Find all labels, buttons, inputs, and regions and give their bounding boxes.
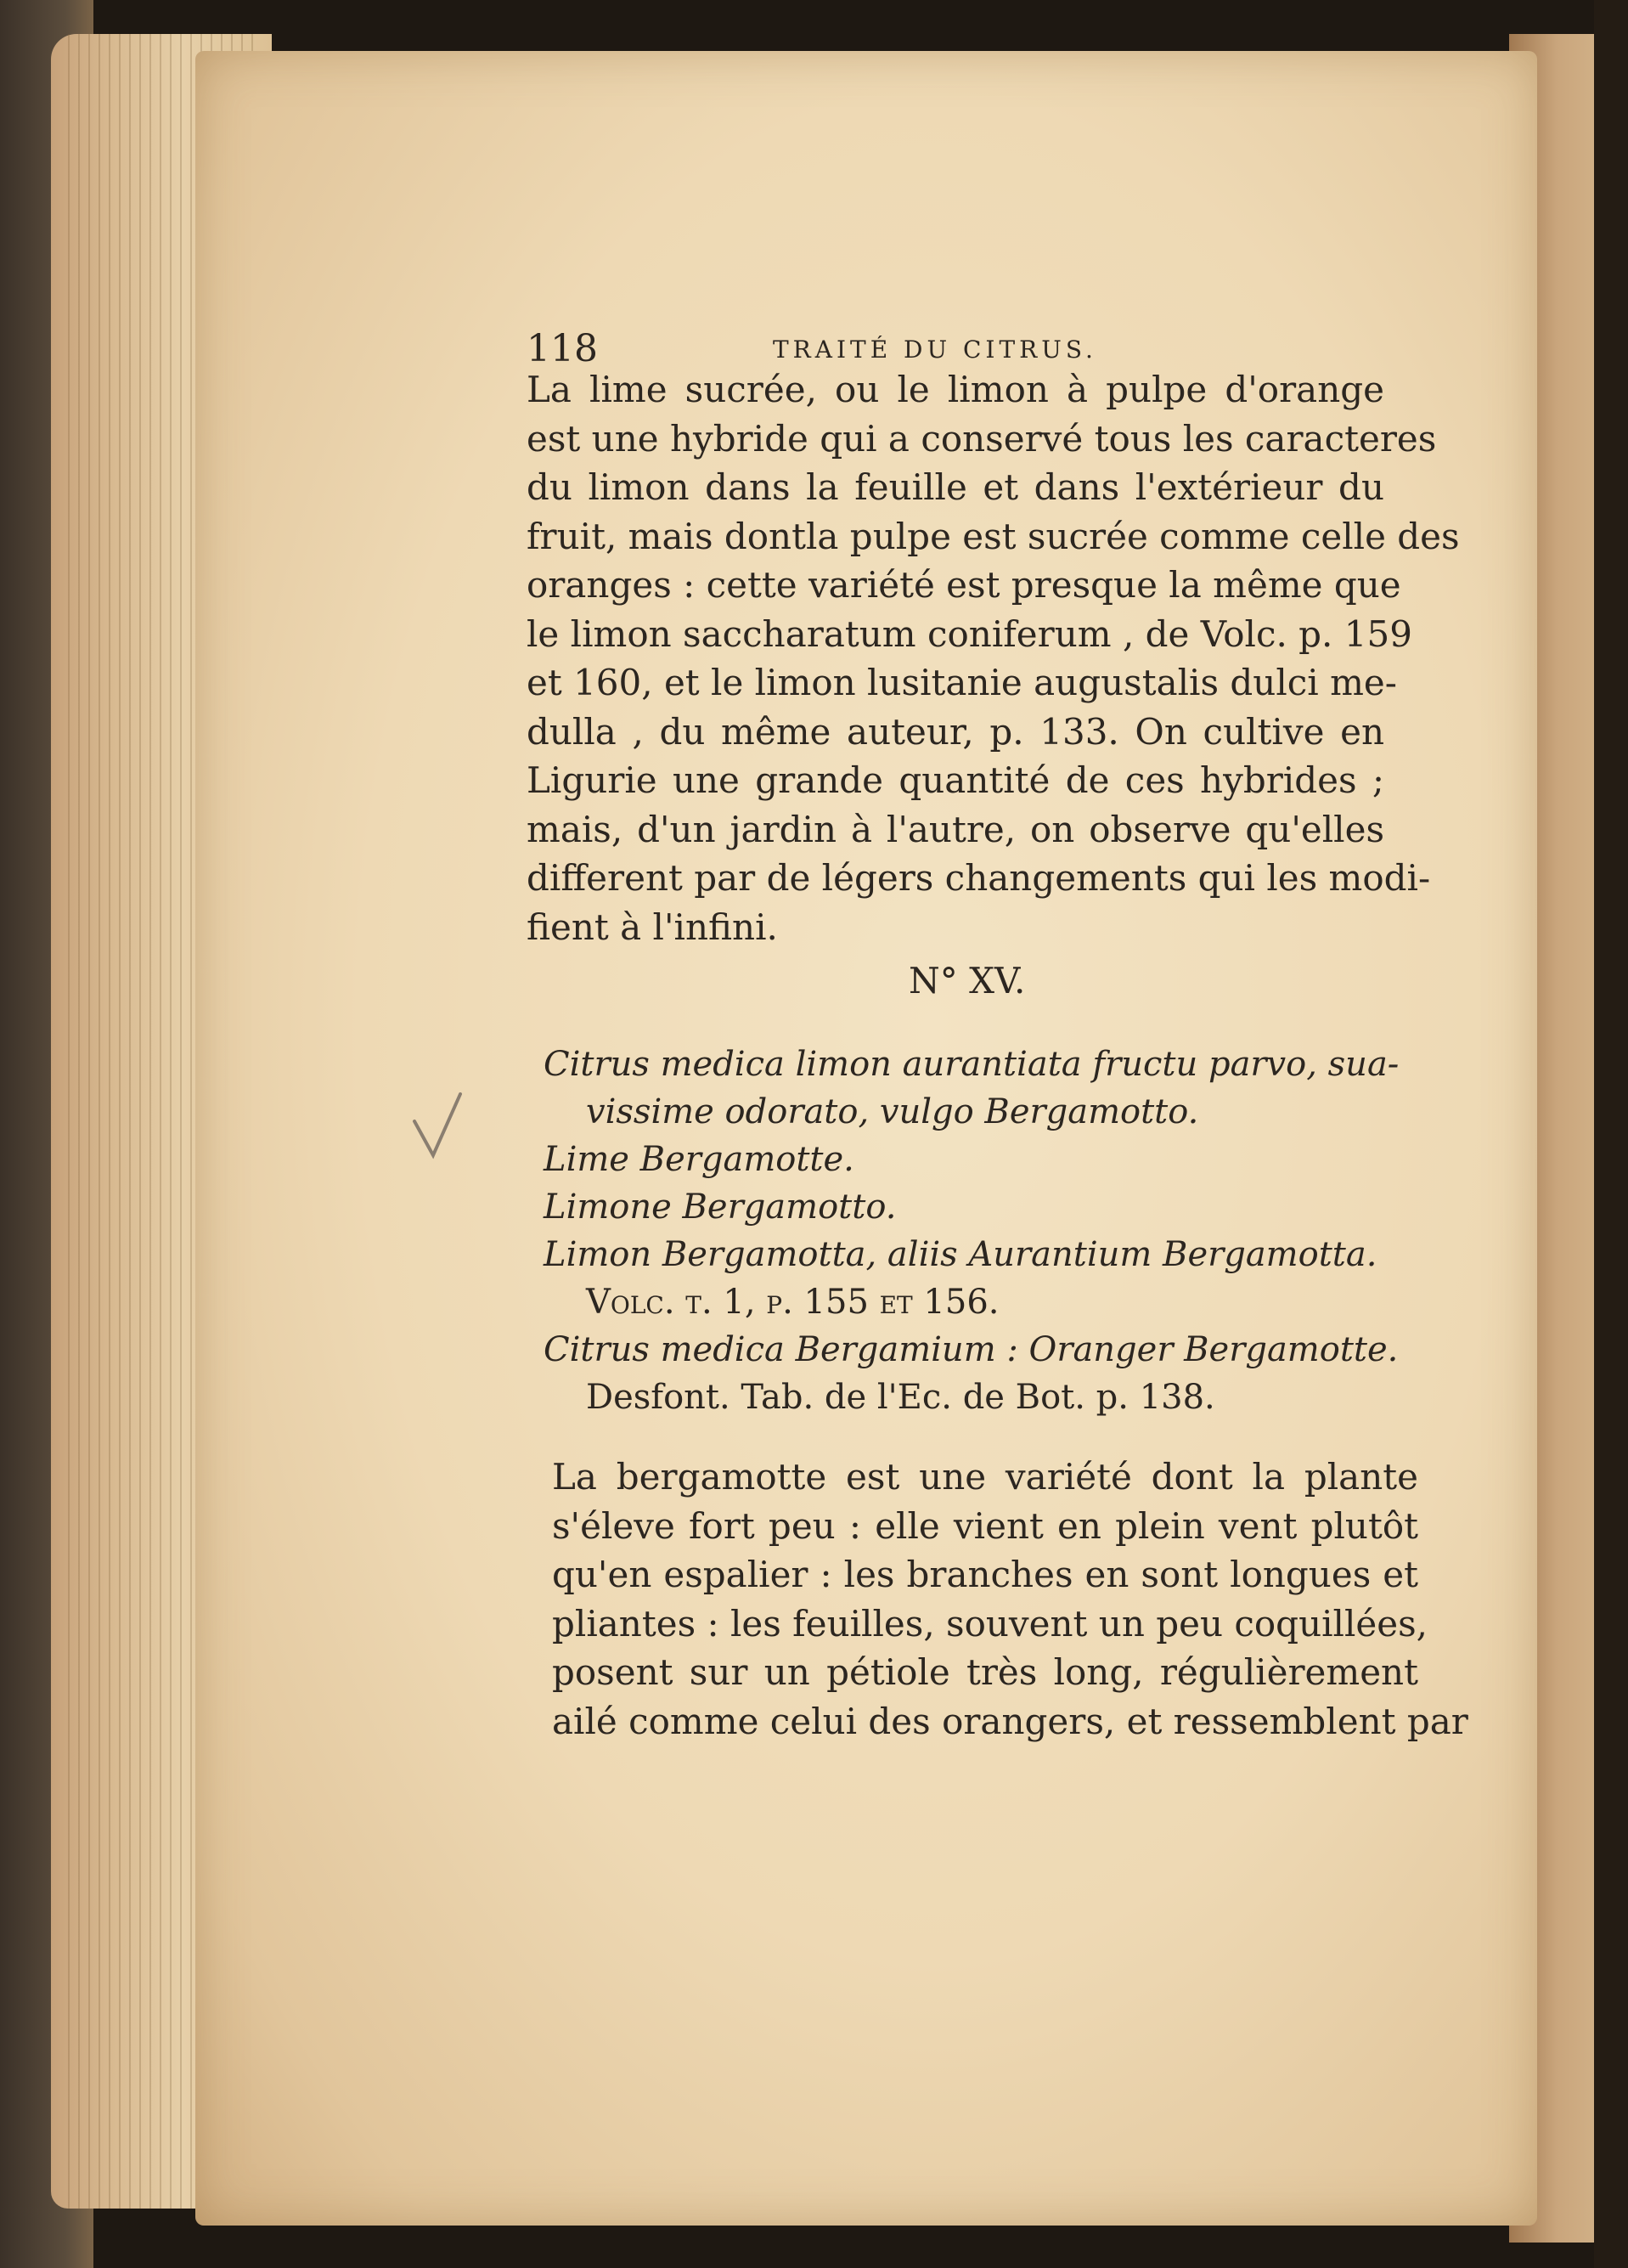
synonym-line: Limon Bergamotta, aliis Aurantium Bergamotta.	[544, 1235, 1377, 1274]
pencil-check-mark	[408, 1087, 476, 1164]
running-title: TRAITÉ DU CITRUS.	[773, 336, 1097, 364]
text-line: oranges : cette variété est presque la même que	[527, 564, 1401, 606]
text-line: La bergamotte est une variété dont la plante	[552, 1456, 1418, 1498]
text-line: Ligurie une grande quantité de ces hybrides ;	[527, 759, 1384, 801]
text-line: fient à l'infini.	[527, 906, 778, 948]
synonym-line: Volc. t. 1, p. 155 et 156.	[586, 1283, 1000, 1322]
text-line: qu'en espalier : les branches en sont longues et	[552, 1554, 1418, 1595]
paragraph-bergamotte	[552, 1453, 1468, 1746]
text-line: posent sur un pétiole très long, régulièrement	[552, 1651, 1418, 1693]
text-line: mais, d'un jardin à l'autre, on observe qu'elles	[527, 808, 1384, 850]
page-header	[527, 327, 1401, 370]
synonym-line: Limone Bergamotto.	[544, 1188, 897, 1227]
text-line: est une hybride qui a conservé tous les caracteres	[527, 417, 1437, 460]
synonym-line: Desfont. Tab. de l'Ec. de Bot. p. 138.	[586, 1378, 1215, 1417]
synonym-line: Citrus medica limon aurantiata fructu parvo, sua-	[544, 1045, 1400, 1084]
text-line: et 160, et le limon lusitanie augustalis dulci me-	[527, 662, 1397, 703]
text-line: s'éleve fort peu : elle vient en plein vent plutôt	[552, 1504, 1418, 1547]
text-line: pliantes : les feuilles, souvent un peu coquillées,	[552, 1602, 1428, 1645]
synonym-line: Lime Bergamotte.	[544, 1140, 854, 1179]
text-line: dulla , du même auteur, p. 133. On cultive en	[527, 710, 1384, 753]
scan-border	[1594, 0, 1628, 2268]
page-number: 118	[527, 327, 598, 370]
synonym-list	[544, 1041, 1410, 1421]
text-line: fruit, mais dontla pulpe est sucrée comme celle des	[527, 515, 1460, 557]
text-line: le limon saccharatum coniferum , de Volc. p. 159	[527, 612, 1412, 655]
paragraph-lime-sucree	[527, 365, 1460, 951]
text-line: du limon dans la feuille et dans l'extérieur du	[527, 466, 1384, 508]
text-line: different par de légers changements qui les modi-	[527, 857, 1431, 899]
text-line: ailé comme celui des orangers, et ressemblent par	[552, 1700, 1468, 1742]
section-heading: N° XV.	[909, 960, 1026, 1001]
synonym-line: vissime odorato, vulgo Bergamotto.	[586, 1092, 1199, 1131]
text-line: La lime sucrée, ou le limon à pulpe d'orange	[527, 369, 1384, 410]
synonym-line: Citrus medica Bergamium : Oranger Bergamotte.	[544, 1330, 1399, 1369]
